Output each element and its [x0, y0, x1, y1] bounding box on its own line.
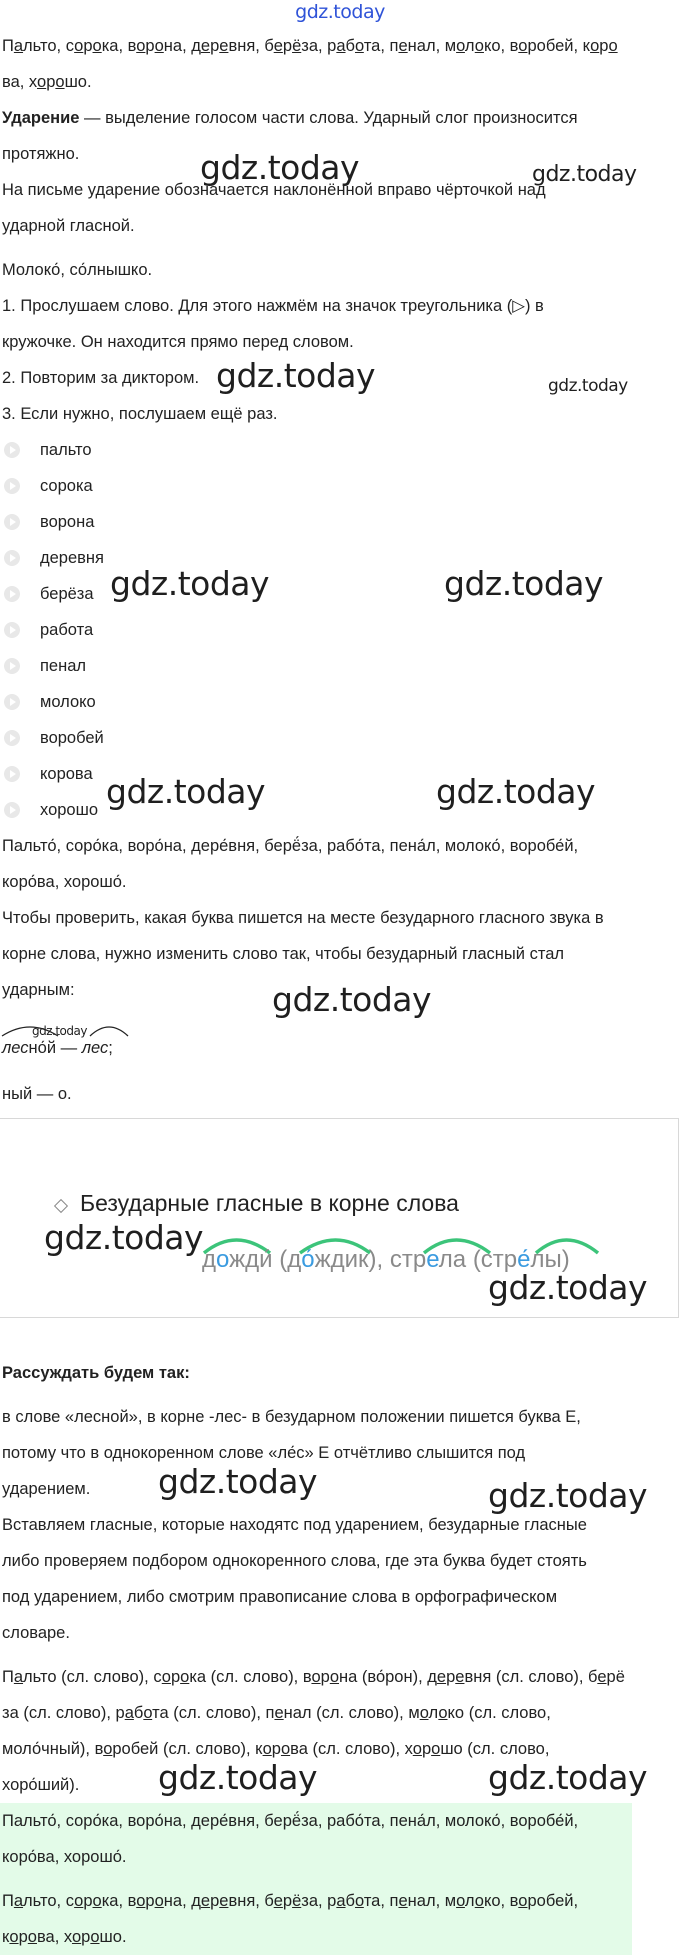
unstressed-vowel: о [419, 1704, 429, 1722]
audio-word-item [0, 684, 680, 720]
ending-1: но́й — [28, 1039, 82, 1057]
text-fragment: р [145, 1892, 155, 1910]
reasoning-section [0, 1355, 680, 1955]
text-fragment: та, п [363, 37, 399, 55]
audio-word-label: молоко [40, 693, 96, 711]
text-fragment: р [421, 1740, 432, 1758]
unstressed-vowel: о [9, 1928, 19, 1946]
text-fragment: за, р [301, 37, 337, 55]
text-fragment: л [428, 1704, 439, 1722]
text-fragment: вня, б [228, 37, 274, 55]
unstressed-vowel: о [74, 1892, 84, 1910]
watermark: gdz.today [548, 376, 628, 396]
play-icon[interactable] [4, 730, 20, 746]
audio-word-label: хорошо [40, 801, 99, 819]
unstressed-vowel: ё [292, 37, 302, 55]
watermark: gdz.today [444, 564, 604, 603]
unstressed-vowel: о [71, 1928, 82, 1946]
analysis-l4: хоро́ший). [2, 1776, 80, 1794]
unstressed-vowel: а [13, 1668, 24, 1686]
unstressed-vowel: е [398, 37, 408, 55]
text-fragment: р [599, 37, 609, 55]
unstressed-vowel: о [37, 73, 47, 91]
text-fragment: р [170, 1668, 181, 1686]
check-rule-b: корне слова, нужно изменить слово так, чтобы безударный гласный стал [2, 945, 564, 963]
step-3: 3. Если нужно, послушаем ещё раз. [2, 405, 278, 423]
text-fragment: ко, в [483, 37, 519, 55]
root-1: лес [2, 1039, 29, 1057]
reason-title: Рассуждать будем так: [2, 1364, 190, 1382]
unstressed-vowel: о [280, 1740, 291, 1758]
play-icon[interactable] [4, 550, 20, 566]
site-logo[interactable]: gdz.today [295, 1, 385, 23]
text-fragment: моло́чный), в [2, 1740, 104, 1758]
unstressed-vowel: о [90, 1928, 100, 1946]
text-fragment: ко, в [483, 1892, 519, 1910]
text-fragment: л [464, 37, 475, 55]
unstressed-vowel: е [436, 1668, 447, 1686]
text-fragment: ва, х [36, 1928, 72, 1946]
unstressed-vowel: а [13, 37, 24, 55]
banner-title: Безударные гласные в корне слова [80, 1190, 459, 1216]
audio-word-label: ворона [40, 513, 95, 531]
check-rule-c: ударным: [2, 981, 75, 999]
analysis-l2 [0, 1695, 680, 1731]
unstressed-vowel: о [27, 1928, 37, 1946]
audio-word-item [0, 468, 680, 504]
text-fragment: р [83, 1892, 93, 1910]
unstressed-vowel: о [92, 1892, 102, 1910]
unstressed-vowel: е [219, 1892, 229, 1910]
unstressed-vowel: о [154, 37, 164, 55]
text-fragment: р [282, 1892, 293, 1910]
unstressed-vowel: о [474, 1892, 484, 1910]
text-fragment: шо (сл. слово, [440, 1740, 550, 1758]
text-fragment: П [2, 37, 14, 55]
text-fragment: ва, х [2, 73, 37, 91]
watermark: gdz.today [272, 980, 432, 1019]
unstressed-vowel: о [154, 1892, 164, 1910]
text-fragment: л [464, 1892, 475, 1910]
text-fragment: р [210, 37, 220, 55]
text-fragment: на, д [163, 1892, 201, 1910]
watermark: gdz.today [216, 356, 376, 395]
answer-green-a: Пальто́, соро́ка, воро́на, дере́вня, берё́за, рабо́та, пена́л, молоко́, воробе́й, [2, 1812, 579, 1830]
text-fragment: шо. [64, 73, 92, 91]
unstressed-vowel: о [590, 37, 600, 55]
text-fragment: нал, м [407, 37, 457, 55]
text-fragment: шо. [99, 1928, 127, 1946]
watermark: gdz.today [488, 1268, 648, 1307]
analysis-l1 [0, 1659, 680, 1695]
stress-definition [0, 100, 680, 136]
unstressed-vowel: о [431, 1740, 441, 1758]
text-fragment: ва (сл. слово), х [290, 1740, 413, 1758]
step-1a: 1. Прослушаем слово. Для этого нажмём на значок треугольника (▷) в [2, 297, 544, 315]
unstressed-vowel: а [13, 1892, 24, 1910]
text-fragment: нал (сл. слово), м [283, 1704, 420, 1722]
text-fragment: р [81, 1928, 91, 1946]
watermark: gdz.today [488, 1758, 648, 1797]
unstressed-vowel: о [518, 37, 528, 55]
stressed-line-a: Пальто́, соро́ка, воро́на, дере́вня, берё́за, рабо́та, пена́л, молоко́, воробе́й, [2, 837, 579, 855]
unstressed-vowel: о [518, 1892, 528, 1910]
unstressed-vowel: о [103, 1740, 113, 1758]
audio-word-label: воробей [40, 729, 104, 747]
answer-green-block [0, 1803, 632, 1955]
audio-word-list [0, 432, 680, 828]
play-icon[interactable] [4, 658, 20, 674]
text-fragment: робей (сл. слово), к [112, 1740, 263, 1758]
unstressed-vowel: о [474, 37, 484, 55]
reason-l3: ударением. [2, 1480, 91, 1498]
text-fragment: р [282, 37, 293, 55]
unstressed-vowel: е [597, 1668, 607, 1686]
play-icon[interactable] [4, 514, 20, 530]
unstressed-vowel: е [455, 1668, 465, 1686]
audio-word-item [0, 504, 680, 540]
unstressed-vowel: е [398, 1892, 408, 1910]
unstressed-vowel: о [311, 1668, 321, 1686]
play-icon[interactable] [4, 586, 20, 602]
unstressed-vowel: о [74, 37, 84, 55]
unstressed-vowel: е [273, 1892, 283, 1910]
text-fragment: та (сл. слово), п [152, 1704, 275, 1722]
unstressed-vowel: о [354, 1892, 364, 1910]
text-fragment: р [320, 1668, 330, 1686]
audio-word-label: сорока [40, 477, 93, 495]
unstressed-vowel: о [456, 37, 465, 55]
play-icon[interactable] [4, 802, 20, 818]
reason-l7: словаре. [2, 1624, 70, 1642]
root-2: лес [81, 1039, 109, 1057]
unstressed-vowel: ё [292, 1892, 302, 1910]
audio-word-item [0, 612, 680, 648]
text-fragment: к [2, 1928, 10, 1946]
unstressed-vowel: е [274, 1704, 284, 1722]
unstressed-vowel: а [124, 1704, 134, 1722]
unstressed-vowel: е [219, 37, 229, 55]
audio-word-label: берёза [40, 585, 94, 603]
ending-2: ; [108, 1039, 113, 1057]
text-fragment: льто (сл. слово), с [23, 1668, 162, 1686]
text-fragment: р [145, 37, 155, 55]
unstressed-vowel: о [180, 1668, 190, 1686]
reason-l1: в слове «лесной», в корне -лес- в безударном положении пишется буква Е, [2, 1408, 581, 1426]
text-fragment: вня (сл. слово), б [464, 1668, 598, 1686]
watermark: gdz.today [200, 148, 360, 187]
unstressed-vowel: о [456, 1892, 465, 1910]
audio-word-label: корова [40, 765, 93, 783]
watermark: gdz.today [488, 1476, 648, 1515]
unstressed-vowel: е [273, 37, 283, 55]
text-fragment: П [2, 1668, 14, 1686]
text-fragment: ка (сл. слово), в [189, 1668, 312, 1686]
play-icon[interactable] [4, 694, 20, 710]
text-fragment: П [2, 1892, 14, 1910]
audio-word-item [0, 648, 680, 684]
watermark: gdz.today [106, 772, 266, 811]
play-icon[interactable] [4, 766, 20, 782]
diamond-icon [54, 1199, 68, 1213]
audio-word-label: пенал [40, 657, 87, 675]
stress-definition-cont: протяжно. [2, 145, 80, 163]
unstressed-vowel: о [92, 37, 102, 55]
unstressed-vowel: о [608, 37, 618, 55]
unstressed-vowel: а [336, 37, 346, 55]
text-fragment: робей, [527, 1892, 579, 1910]
unstressed-vowel: о [161, 1668, 171, 1686]
text-fragment: на (во́рон), д [339, 1668, 437, 1686]
unstressed-vowel: е [200, 1892, 211, 1910]
unstressed-vowel: о [55, 73, 65, 91]
text-fragment: р [83, 37, 93, 55]
intro-line-1 [0, 28, 680, 64]
text-fragment: ка, в [101, 37, 137, 55]
reason-l6: под ударением, либо смотрим правописание слова в орфографическом [2, 1588, 558, 1606]
audio-word-label: пальто [40, 441, 92, 459]
audio-word-item [0, 432, 680, 468]
stress-mark-line-1: На письме ударение обозначается наклонённой вправо чёрточкой над [2, 181, 546, 199]
watermark: gdz.today [32, 1024, 87, 1038]
unstressed-vowel: о [412, 1740, 422, 1758]
audio-word-label: работа [40, 621, 94, 639]
text-fragment: б [133, 1704, 144, 1722]
text-fragment: ка, в [101, 1892, 137, 1910]
text-fragment: б [345, 1892, 355, 1910]
check-rule-a: Чтобы проверить, какая буква пишется на месте безударного гласного звука в [2, 909, 604, 927]
text-fragment: р [18, 1928, 28, 1946]
watermark: gdz.today [436, 772, 596, 811]
audio-word-label: деревня [40, 549, 104, 567]
unstressed-vowel: а [336, 1892, 346, 1910]
unstressed-vowel: о [438, 1704, 448, 1722]
play-icon[interactable] [4, 622, 20, 638]
reason-l4: Вставляем гласные, которые находятс под ударением, безударные гласные [2, 1516, 587, 1534]
stress-mark-line-2: ударной гласной. [2, 217, 135, 235]
text-fragment: нал, м [407, 1892, 457, 1910]
text-fragment: р [210, 1892, 220, 1910]
text-fragment: льто, с [23, 1892, 75, 1910]
watermark: gdz.today [158, 1462, 318, 1501]
example-text: Молоко́, со́лнышко. [2, 261, 153, 279]
text-fragment: та, п [363, 1892, 399, 1910]
text-fragment: рё [606, 1668, 625, 1686]
banner-examples: дожди́ (до́ждик), стрела (стре́лы) [202, 1246, 570, 1273]
unstressed-vowel: о [136, 1892, 146, 1910]
answer-final-l2 [0, 1919, 632, 1955]
text-fragment: р [46, 73, 56, 91]
text-fragment: робей, к [527, 37, 591, 55]
unstressed-vowel: о [136, 37, 146, 55]
text-fragment: льто, с [23, 37, 75, 55]
text-fragment: ко (сл. слово, [447, 1704, 551, 1722]
watermark: gdz.today [44, 1218, 204, 1257]
intro-line-2 [0, 64, 680, 100]
unstressed-vowel: о [354, 37, 364, 55]
step-2: 2. Повторим за диктором. [2, 369, 200, 387]
reason-l5: либо проверяем подбором однокоренного слова, где эта буква будет стоять [2, 1552, 587, 1570]
watermark: gdz.today [532, 162, 637, 187]
end-fragment: ный — о. [2, 1085, 72, 1103]
stress-term: Ударение [2, 109, 80, 127]
watermark: gdz.today [110, 564, 270, 603]
step-1b: кружочке. Он находится прямо перед словом. [2, 333, 354, 351]
stress-definition-text: — выделение голосом части слова. Ударный слог произносится [79, 109, 578, 127]
text-fragment: б [345, 37, 355, 55]
text-fragment: на, д [163, 37, 201, 55]
play-icon[interactable] [4, 478, 20, 494]
text-fragment: вня, б [228, 1892, 274, 1910]
play-icon[interactable] [4, 442, 20, 458]
reason-l2: потому что в однокоренном слове «ле́с» Е отчётливо слышится под [2, 1444, 526, 1462]
unstressed-vowel: о [262, 1740, 272, 1758]
audio-word-item [0, 720, 680, 756]
text-fragment: за, р [301, 1892, 337, 1910]
unstressed-vowel: о [143, 1704, 153, 1722]
watermark: gdz.today [158, 1758, 318, 1797]
answer-final-l1 [0, 1883, 632, 1919]
text-fragment: р [446, 1668, 456, 1686]
unstressed-vowel: е [200, 37, 211, 55]
text-fragment: за (сл. слово), р [2, 1704, 125, 1722]
text-fragment: р [271, 1740, 281, 1758]
unstressed-vowel: о [329, 1668, 339, 1686]
answer-green-b: коро́ва, хорошо́. [2, 1848, 127, 1866]
stressed-line-b: коро́ва, хорошо́. [2, 873, 127, 891]
